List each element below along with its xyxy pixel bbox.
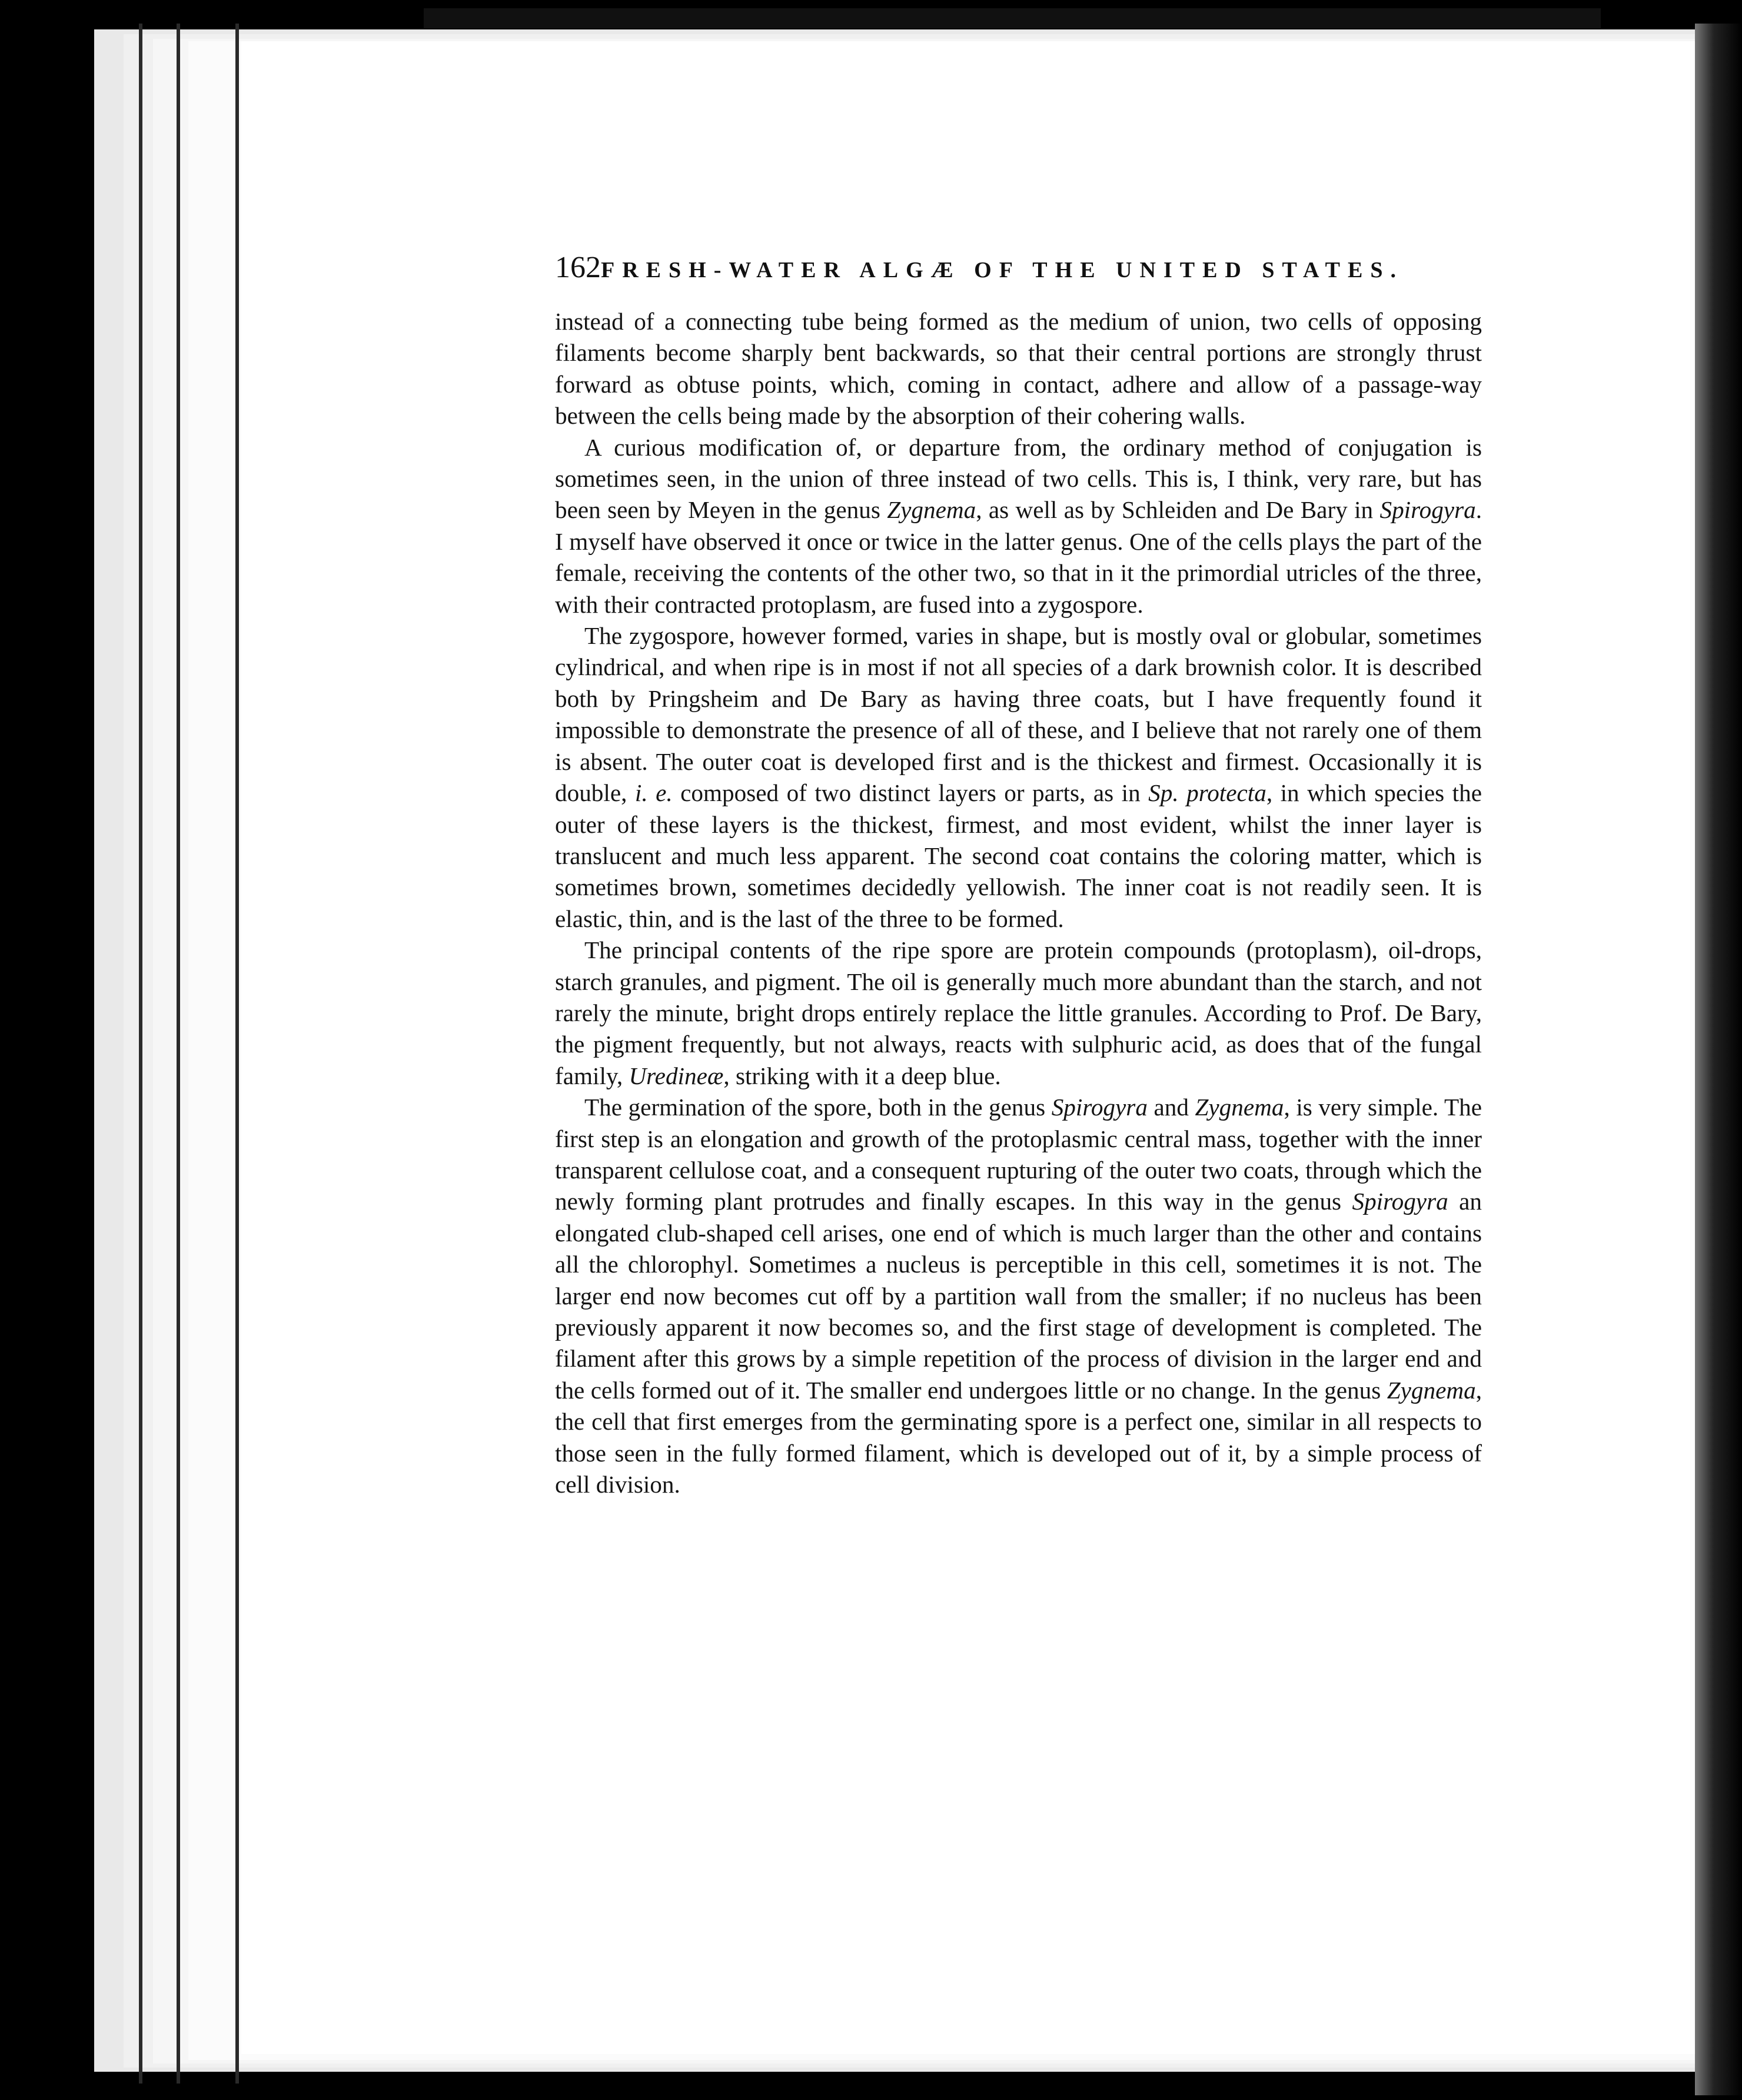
paragraph-text: , as well as by Schleiden and De Bary in bbox=[976, 496, 1380, 524]
page-edge-line bbox=[177, 24, 180, 2084]
paragraph-text: , striking with it a deep blue. bbox=[723, 1062, 1001, 1089]
book-top-edge bbox=[424, 8, 1601, 28]
paragraph-text: instead of a connecting tube being formed as the medium of union, two cells of opposing filaments become sharply bent backwards, so that their central portions are strongly thrust forward as obtuse points, which, coming in contact, adhere and allow of a passage-way between the cells being made by the absorption of their cohering walls. bbox=[555, 308, 1482, 430]
paragraph bbox=[555, 432, 1482, 620]
paragraph bbox=[555, 935, 1482, 1092]
italic-term: Sp. protecta bbox=[1148, 779, 1266, 807]
paragraph-text: an elongated club-shaped cell arises, one end of which is much larger than the other and contains all the chlorophyl. Sometimes a nucleus is perceptible in this cell, sometimes it is not. The larger end now becomes cut off by a partition wall from the smaller; if no nucleus has been previously apparent it now becomes so, and the first stage of development is completed. The filament after this grows by a simple repetition of the process of division in the larger end and the cells formed out of it. The smaller end undergoes little or no change. In the genus bbox=[555, 1188, 1482, 1404]
italic-term: Spirogyra bbox=[1352, 1188, 1448, 1215]
italic-term: Zygnema bbox=[1387, 1376, 1476, 1404]
paragraph bbox=[555, 620, 1482, 935]
paragraph-text: and bbox=[1147, 1094, 1195, 1121]
page-edge-line bbox=[139, 24, 142, 2084]
body-text bbox=[555, 306, 1482, 1500]
paragraph-text: . I myself have observed it once or twice in the latter genus. One of the cells plays the part of the female, receiving the contents of the other two, so that in it the primordial utricles of the three, with their contracted protoplasm, are fused into a zygospore. bbox=[555, 496, 1482, 618]
paragraph-text: The germination of the spore, both in the genus bbox=[584, 1094, 1052, 1121]
paragraph-text: , in which species the outer of these layers is the thickest, firmest, and most evident, whilst the inner layer is translucent and much less apparent. The second coat contains the coloring matter, which is sometimes brown, sometimes decidedly yellowish. The inner coat is not readily seen. It is elastic, thin, and is the last of the three to be formed. bbox=[555, 779, 1482, 932]
paragraph-text: , the cell that first emerges from the germinating spore is a perfect one, similar in all respects to those seen in the fully formed filament, which is developed out of it, by a simple process of cell division. bbox=[555, 1376, 1482, 1498]
paragraph-text: composed of two distinct layers or parts, as in bbox=[672, 779, 1149, 807]
italic-term: Uredineæ bbox=[629, 1062, 724, 1089]
italic-term: Zygnema bbox=[887, 496, 976, 524]
page-edge-line bbox=[235, 24, 239, 2084]
running-title: FRESH-WATER ALGÆ OF THE UNITED STATES. bbox=[601, 258, 1404, 283]
page-number: 162 bbox=[555, 251, 601, 284]
paragraph-text: A curious modification of, or departure from, the ordinary method of conjugation is sometimes seen, in the union of three instead of two cells. This is, I think, very rare, but has been seen by Meyen in the genus bbox=[555, 433, 1482, 524]
book-gutter-shadow bbox=[1695, 24, 1742, 2095]
paragraph-text: , is very simple. The first step is an elongation and growth of the protoplasmic central mass, together with the inner transparent cellulose coat, and a consequent rupturing of the outer two coats, through which the newly forming plant protrudes and finally escapes. In this way in the genus bbox=[555, 1094, 1482, 1215]
paragraph-text: The zygospore, however formed, varies in shape, but is mostly oval or globular, sometimes cylindrical, and when ripe is in most if not all species of a dark brownish color. It is described both by Pringsheim and De Bary as having three coats, but I have frequently found it impossible to demonstrate the presence of all of these, and I believe that not rarely one of them is absent. The outer coat is developed first and is the thickest and firmest. Occasionally it is double, bbox=[555, 622, 1482, 807]
italic-term: Zygnema bbox=[1195, 1094, 1284, 1121]
italic-term: Spirogyra bbox=[1379, 496, 1476, 524]
italic-term: Spirogyra bbox=[1051, 1094, 1148, 1121]
paragraph bbox=[555, 306, 1482, 432]
paragraph bbox=[555, 1092, 1482, 1500]
paragraph-text: The principal contents of the ripe spore are protein compounds (protoplasm), oil-drops, starch granules, and pigment. The oil is generally much more abundant than the starch, and not rarely the minute, bright drops entirely replace the little granules. According to Prof. De Bary, the pigment frequently, but not always, reacts with sulphuric acid, as does that of the fungal family, bbox=[555, 936, 1482, 1089]
italic-term: i. e. bbox=[634, 779, 673, 807]
page-header bbox=[555, 250, 1404, 291]
